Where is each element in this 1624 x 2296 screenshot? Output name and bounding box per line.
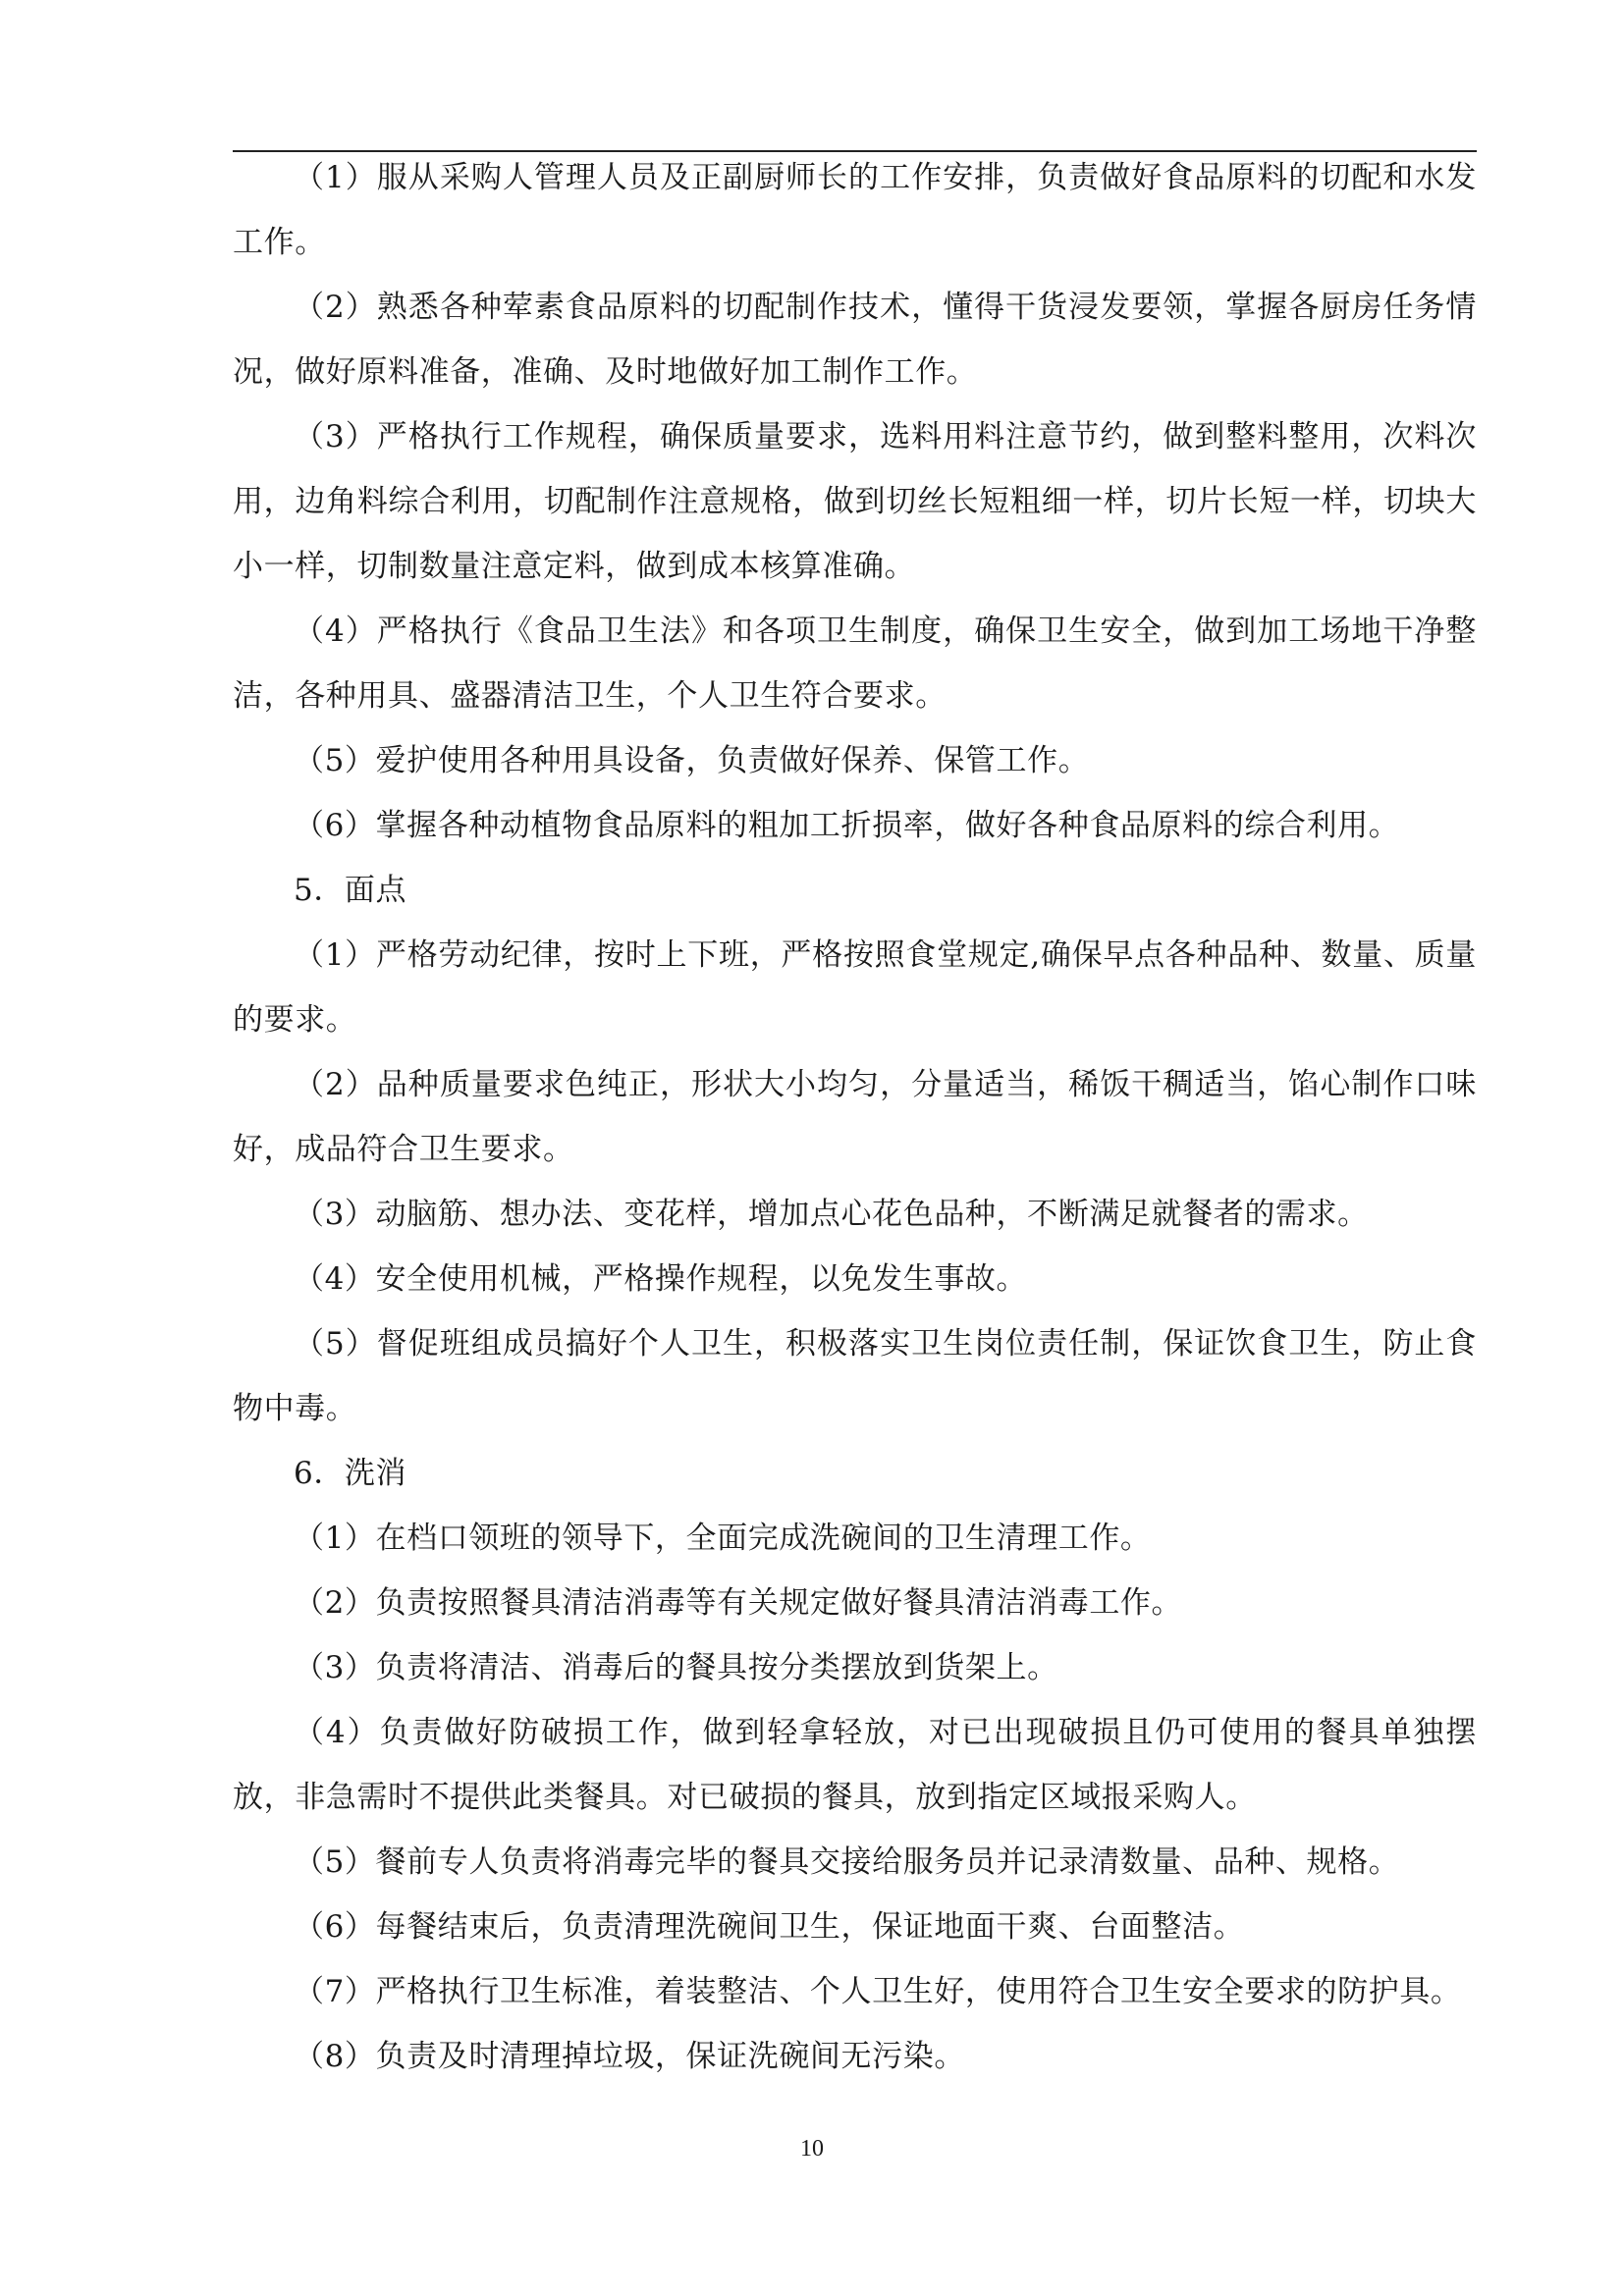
paragraph: （5）爱护使用各种用具设备，负责做好保养、保管工作。 <box>294 743 1090 778</box>
paragraph: （4）安全使用机械，严格操作规程，以免发生事故。 <box>294 1261 1028 1297</box>
paragraph: （2）品种质量要求色纯正，形状大小均匀，分量适当，稀饭干稠适当，馅心制作口味好，成品符合卫生要求。 <box>233 1067 1477 1167</box>
paragraph: （3）负责将清洁、消毒后的餐具按分类摆放到货架上。 <box>294 1650 1058 1685</box>
paragraph: （1）在档口领班的领导下，全面完成洗碗间的卫生清理工作。 <box>294 1521 1152 1556</box>
paragraph: （1）服从采购人管理人员及正副厨师长的工作安排，负责做好食品原料的切配和水发工作。 <box>233 160 1477 260</box>
paragraph: （4）严格执行《食品卫生法》和各项卫生制度，确保卫生安全，做到加工场地干净整洁，各种用具、盛器清洁卫生，个人卫生符合要求。 <box>233 614 1477 714</box>
paragraph: （2）熟悉各种荤素食品原料的切配制作技术，懂得干货浸发要领，掌握各厨房任务情况，做好原料准备，准确、及时地做好加工制作工作。 <box>233 290 1477 390</box>
section-heading: 5．面点 <box>294 873 407 908</box>
paragraph: （5）餐前专人负责将消毒完毕的餐具交接给服务员并记录清数量、品种、规格。 <box>294 1844 1400 1880</box>
paragraph: （5）督促班组成员搞好个人卫生，积极落实卫生岗位责任制，保证饮食卫生，防止食物中毒。 <box>233 1326 1477 1426</box>
paragraph: （3）严格执行工作规程，确保质量要求，选料用料注意节约，做到整料整用，次料次用，边角料综合利用，切配制作注意规格，做到切丝长短粗细一样，切片长短一样，切块大小一样，切制数量注意定料，做到成本核算准确。 <box>233 419 1477 584</box>
paragraph: （8）负责及时清理掉垃圾，保证洗碗间无污染。 <box>294 2039 965 2074</box>
paragraph: （6）掌握各种动植物食品原料的粗加工折损率，做好各种食品原料的综合利用。 <box>294 808 1400 843</box>
paragraph: （6）每餐结束后，负责清理洗碗间卫生，保证地面干爽、台面整洁。 <box>294 1909 1245 1945</box>
page-number: 10 <box>800 2136 824 2162</box>
paragraph: （7）严格执行卫生标准，着装整洁、个人卫生好，使用符合卫生安全要求的防护具。 <box>294 1974 1462 2009</box>
paragraph: （3）动脑筋、想办法、变花样，增加点心花色品种，不断满足就餐者的需求。 <box>294 1197 1369 1232</box>
paragraph: （4）负责做好防破损工作，做到轻拿轻放，对已出现破损且仍可使用的餐具单独摆放，非急需时不提供此类餐具。对已破损的餐具，放到指定区域报采购人。 <box>233 1715 1477 1815</box>
paragraph: （1）严格劳动纪律，按时上下班，严格按照食堂规定,确保早点各种品种、数量、质量的要求。 <box>233 937 1477 1038</box>
paragraph: （2）负责按照餐具清洁消毒等有关规定做好餐具清洁消毒工作。 <box>294 1585 1183 1621</box>
section-heading: 6．洗消 <box>294 1456 407 1491</box>
document-body <box>233 145 1477 2089</box>
